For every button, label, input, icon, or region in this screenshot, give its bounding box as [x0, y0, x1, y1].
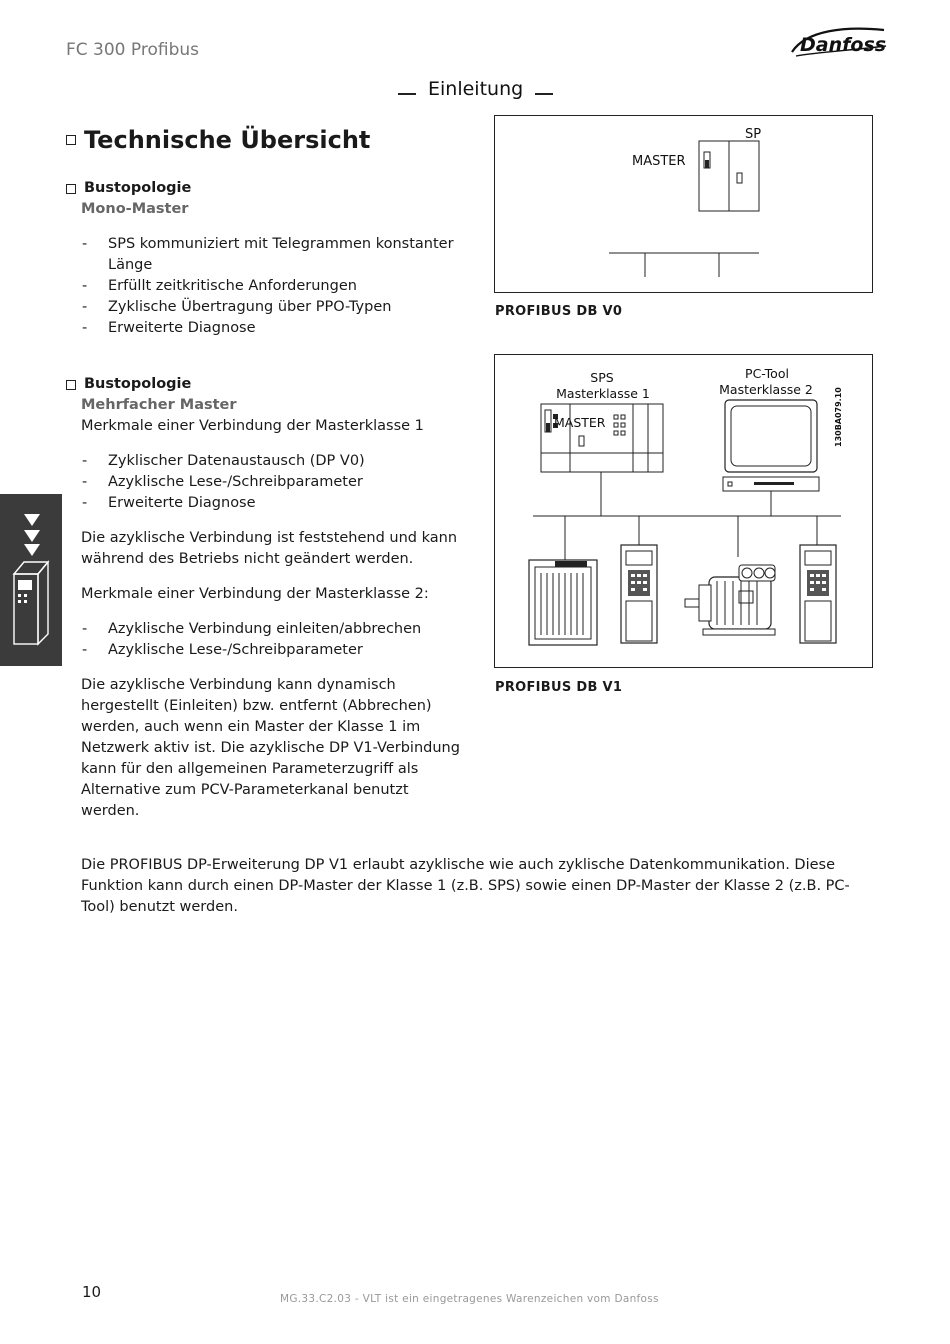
- figure-code: 130BA079.10: [834, 387, 843, 447]
- db-v1-diagram: [495, 355, 872, 667]
- figure-db-v1-caption: PROFIBUS DB V1: [495, 680, 623, 695]
- mono-subtitle: Mono-Master: [81, 201, 189, 217]
- multi-list-1: [81, 451, 471, 514]
- drive-chapter-icon: [0, 494, 62, 666]
- product-title: FC 300 Profibus: [66, 40, 200, 60]
- multi-master-section: [81, 374, 471, 822]
- footer-text: MG.33.C2.03 - VLT ist ein eingetragenes Warenzeichen vom Danfoss: [280, 1293, 659, 1305]
- multi-title-text: Bustopologie: [84, 376, 192, 392]
- mono-title-text: Bustopologie: [84, 180, 192, 196]
- sps-label: SPS: [590, 370, 614, 385]
- list-item: - Erweiterte Diagnose: [81, 493, 471, 514]
- svg-text:Danfoss: Danfoss: [800, 34, 887, 56]
- page-heading-text: Technische Übersicht: [84, 126, 371, 154]
- multi-subtitle: Mehrfacher Master: [81, 397, 237, 413]
- danfoss-logo: [786, 22, 890, 62]
- square-bullet-icon: [66, 380, 76, 390]
- figure-db-v1: [494, 354, 873, 668]
- figure-db-v0-caption: PROFIBUS DB V0: [495, 304, 623, 319]
- db-v0-sps-label: SP: [745, 127, 762, 142]
- list-item: - Azyklische Lese-/Schreibparameter: [81, 640, 471, 661]
- heading-rule-left: [398, 93, 416, 95]
- multi-title: [66, 374, 471, 395]
- page-number: 10: [82, 1283, 102, 1301]
- list-item: - Azyklische Lese-/Schreibparameter: [81, 472, 471, 493]
- list-item: - SPS kommuniziert mit Telegrammen konstanter Länge: [81, 234, 471, 276]
- list-item: - Azyklische Verbindung einleiten/abbrechen: [81, 619, 471, 640]
- multi-paragraph-1: Die azyklische Verbindung ist feststehend und kann während des Betriebs nicht geändert werden.: [81, 530, 458, 567]
- square-bullet-icon: [66, 135, 76, 145]
- pc-tool-class-label: Masterklasse 2: [719, 382, 813, 397]
- drive-small-2: [800, 545, 836, 643]
- bottom-paragraph: Die PROFIBUS DP-Erweiterung DP V1 erlaubt azyklische wie auch zyklische Datenkommunikation. Diese Funktion kann durch einen DP-Master der Klasse 1 (z.B. SPS) sowie einen DP-Master der Klasse 2 (z.B. PC-Tool) benutzt werden.: [81, 857, 850, 915]
- plc-master-label: MASTER: [554, 415, 606, 430]
- mono-master-section: [81, 178, 471, 339]
- sps-class-label: Masterklasse 1: [556, 386, 650, 401]
- db-v0-diagram: [495, 116, 872, 292]
- motor: [685, 565, 775, 635]
- chapter-side-tab: [0, 494, 62, 666]
- list-item: - Erfüllt zeitkritische Anforderungen: [81, 276, 471, 297]
- section-heading: [398, 78, 553, 100]
- square-bullet-icon: [66, 184, 76, 194]
- drive-large: [529, 560, 597, 645]
- pc-tool-device: [723, 400, 819, 491]
- list-item: - Zyklische Übertragung über PPO-Typen: [81, 297, 471, 318]
- mono-list: [81, 234, 471, 339]
- pc-tool-label: PC-Tool: [745, 366, 789, 381]
- multi-list-2: [81, 619, 471, 661]
- section-title: Einleitung: [428, 78, 524, 100]
- plc-led-fill: [705, 160, 709, 168]
- drive-small-1: [621, 545, 657, 643]
- multi-intro-2: Merkmale einer Verbindung der Masterklasse 2:: [81, 586, 429, 602]
- mono-title: [66, 178, 471, 199]
- list-item: - Erweiterte Diagnose: [81, 318, 471, 339]
- multi-paragraph-2: Die azyklische Verbindung kann dynamisch hergestellt (Einleiten) bzw. entfernt (Abbrechen) werden, auch wenn ein Master der Klasse 1 im Netzwerk aktiv ist. Die azyklische DP V1-Verbindung kann für den allgemeinen Parameterzugriff als Alternative zum PCV-Parameterkanal benutzt werden.: [81, 677, 460, 819]
- figure-db-v0: [494, 115, 873, 293]
- db-v0-master-label: MASTER: [632, 154, 686, 169]
- heading-rule-right: [535, 93, 553, 95]
- page-heading: [66, 126, 370, 154]
- list-item: - Zyklischer Datenaustausch (DP V0): [81, 451, 471, 472]
- plc-switch: [737, 173, 742, 183]
- multi-intro: Merkmale einer Verbindung der Masterklasse 1: [81, 418, 424, 434]
